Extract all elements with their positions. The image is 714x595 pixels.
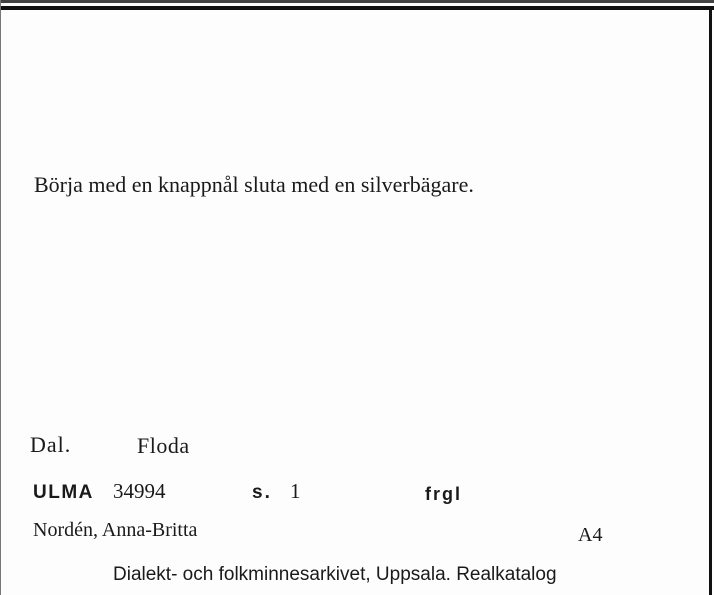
- page-number: 1: [290, 479, 301, 503]
- archive-code: ULMA: [33, 482, 94, 503]
- parish-label: Floda: [137, 433, 190, 458]
- page-label: s.: [252, 482, 272, 503]
- card-left-edge: [0, 0, 1, 595]
- archive-number: 34994: [113, 479, 166, 503]
- informant-name: Nordén, Anna-Britta: [33, 519, 198, 541]
- card-top-edge: [0, 0, 714, 3]
- archive-footer: Dialekt- och folkminnesarkivet, Uppsala. Realkatalog: [113, 564, 557, 585]
- category-code: frgl: [425, 484, 462, 504]
- card-top-border: [0, 6, 714, 10]
- card-main-text: Börja med en knappnål sluta med en silverbägare.: [34, 172, 474, 197]
- province-label: Dal.: [30, 432, 72, 457]
- format-label: A4: [578, 524, 603, 546]
- card-right-border: [709, 6, 712, 595]
